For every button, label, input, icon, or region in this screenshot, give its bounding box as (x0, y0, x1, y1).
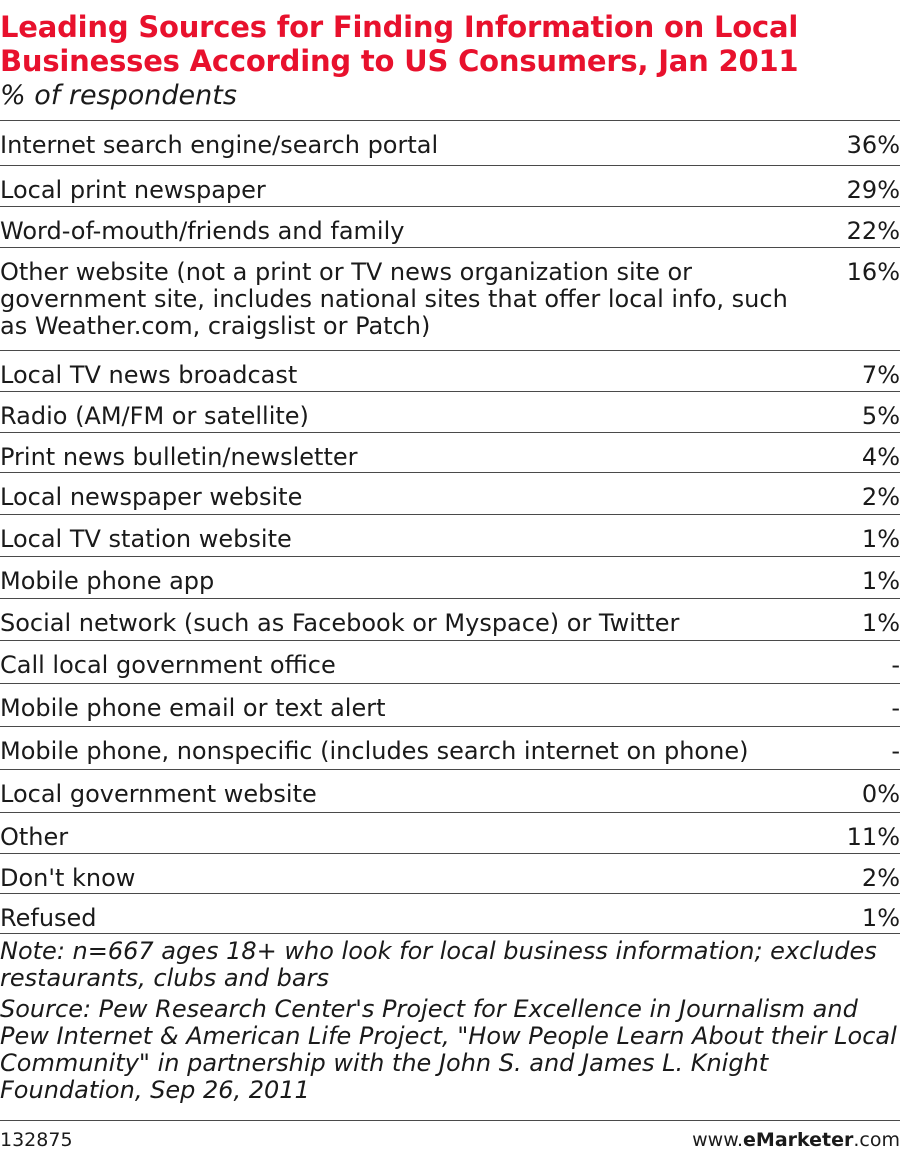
table-row (0, 473, 900, 515)
table-row (0, 351, 900, 392)
table-row (0, 684, 900, 727)
table-row (0, 166, 900, 207)
row-value: 29% (846, 176, 900, 204)
table-row (0, 433, 900, 473)
table-row (0, 121, 900, 166)
row-value: 11% (846, 823, 900, 851)
row-value: - (891, 694, 900, 722)
row-value: 1% (861, 609, 900, 637)
row-label: Word-of-mouth/friends and family (0, 217, 405, 245)
table-row (0, 813, 900, 854)
row-value: 36% (846, 131, 900, 159)
row-label: Local TV station website (0, 525, 292, 553)
row-value: 1% (861, 525, 900, 553)
row-label: Don't know (0, 864, 136, 892)
row-label: Internet search engine/search portal (0, 131, 439, 159)
row-value: 2% (861, 864, 900, 892)
chart-source: Source: Pew Research Center's Project for Excellence in Journalism and Pew Internet & American Life Project, "How People Learn About their Local Community" in partnership with the John S. and James L. Knight Foundation, Sep 26, 2011 (0, 995, 897, 1104)
row-label: Local TV news broadcast (0, 361, 298, 389)
table-row (0, 515, 900, 557)
row-value: - (891, 737, 900, 765)
row-value: 2% (861, 483, 900, 511)
row-label: Other (0, 823, 69, 851)
row-label: Mobile phone app (0, 567, 215, 595)
row-label: Local government website (0, 780, 317, 808)
table-row (0, 854, 900, 894)
row-label: Call local government office (0, 651, 336, 679)
data-table (0, 120, 900, 934)
row-label: Print news bulletin/newsletter (0, 443, 358, 471)
brand-suffix: .com (853, 1129, 900, 1151)
table-row (0, 207, 900, 248)
row-value: 0% (861, 780, 900, 808)
row-label: Other website (not a print or TV news organization site or government site, includes national sites that offer local info, such as Weather.com, craigslist or Patch) (0, 258, 788, 340)
table-row (0, 894, 900, 934)
row-label: Local newspaper website (0, 483, 303, 511)
row-value: 1% (861, 567, 900, 595)
row-label: Social network (such as Facebook or Myspace) or Twitter (0, 609, 680, 637)
table-row (0, 392, 900, 433)
chart-subtitle: % of respondents (0, 80, 237, 111)
row-label: Local print newspaper (0, 176, 266, 204)
chart-note: Note: n=667 ages 18+ who look for local business information; excludes restaurants, clubs and bars (0, 937, 877, 992)
chart-title: Leading Sources for Finding Information on Local Businesses According to US Consumers, Jan 2011 (0, 10, 799, 78)
row-value: - (891, 651, 900, 679)
table-row (0, 727, 900, 770)
row-value: 5% (861, 402, 900, 430)
row-value: 4% (861, 443, 900, 471)
row-label: Mobile phone email or text alert (0, 694, 386, 722)
row-value: 22% (846, 217, 900, 245)
row-value: 7% (861, 361, 900, 389)
table-row (0, 248, 900, 351)
brand-prefix: www. (692, 1129, 744, 1151)
row-value: 16% (846, 258, 900, 286)
brand-name: eMarketer (743, 1129, 854, 1151)
table-row (0, 599, 900, 641)
row-label: Radio (AM/FM or satellite) (0, 402, 309, 430)
table-row (0, 770, 900, 813)
table-row (0, 641, 900, 684)
row-label: Mobile phone, nonspecific (includes search internet on phone) (0, 737, 749, 765)
row-value: 1% (861, 904, 900, 932)
footer (0, 1120, 900, 1151)
brand-link[interactable] (692, 1129, 900, 1151)
chart-id: 132875 (0, 1129, 73, 1151)
table-row (0, 557, 900, 599)
row-label: Refused (0, 904, 97, 932)
